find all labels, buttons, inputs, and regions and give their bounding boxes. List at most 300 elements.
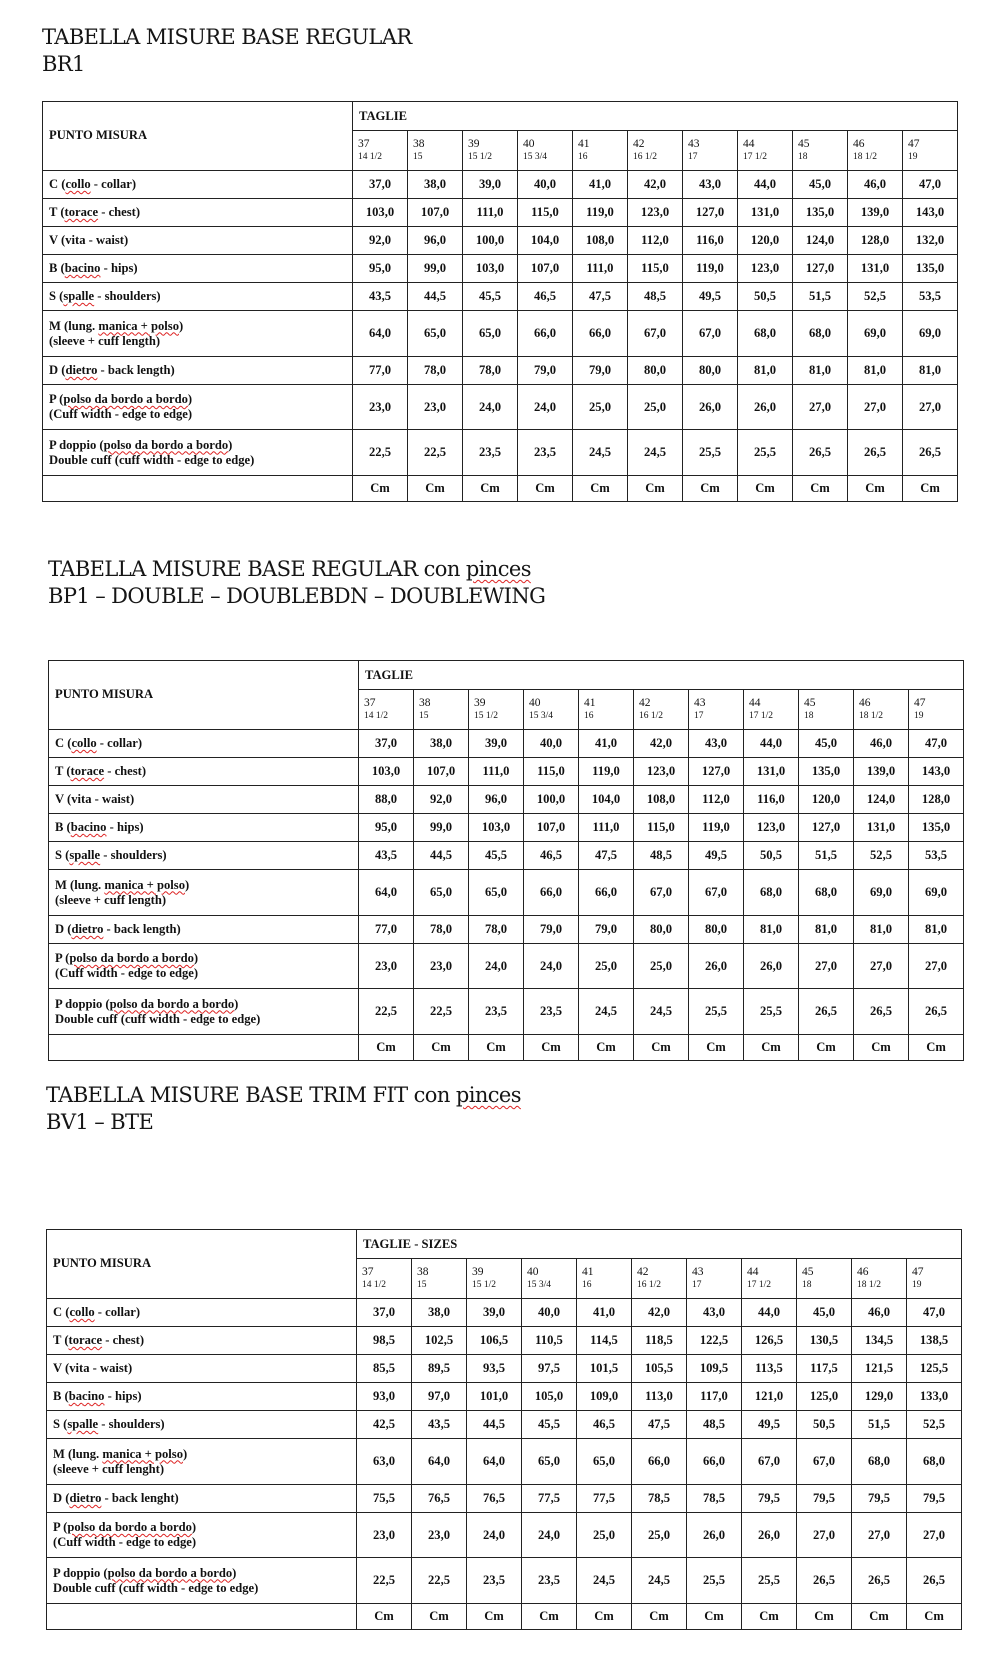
measure-point-label: [43, 357, 353, 385]
measure-point-label: [43, 227, 353, 255]
size-it: 38: [413, 137, 425, 150]
label-line1: [49, 205, 352, 220]
measure-value: 27,0: [852, 1513, 907, 1558]
label-prefix: S (: [49, 289, 64, 303]
measure-value: 127,0: [799, 814, 854, 842]
size-it: 37: [358, 137, 370, 150]
size-header-37: [359, 690, 414, 730]
measure-value: 24,5: [628, 430, 683, 476]
measure-value: 92,0: [353, 227, 408, 255]
size-header-40: [522, 1259, 577, 1299]
measure-value: 127,0: [793, 255, 848, 283]
measure-value: 44,5: [467, 1411, 522, 1439]
measurement-table: [46, 1229, 962, 1630]
size-us: 17 1/2: [749, 710, 774, 721]
measure-value: 98,5: [357, 1327, 412, 1355]
measure-value: 107,0: [414, 758, 469, 786]
measure-value: 128,0: [848, 227, 903, 255]
measure-value: 50,5: [738, 283, 793, 311]
measure-value: 80,0: [634, 916, 689, 944]
title-line1: TABELLA MISURE BASE TRIM FIT con: [46, 1083, 456, 1107]
table-row: [47, 1485, 962, 1513]
table-row: [49, 758, 964, 786]
size-us: 18: [802, 1279, 812, 1290]
measure-value: 119,0: [689, 814, 744, 842]
measure-point-label: [47, 1439, 357, 1485]
measure-value: 105,5: [632, 1355, 687, 1383]
measure-value: 49,5: [742, 1411, 797, 1439]
label-line2: Double cuff (cuff width - edge to edge): [53, 1580, 259, 1595]
section-title: [46, 1082, 521, 1140]
measure-value: 135,0: [799, 758, 854, 786]
size-header-39: [467, 1259, 522, 1299]
measure-value: 44,0: [738, 171, 793, 199]
measure-value: 124,0: [793, 227, 848, 255]
size-it: 38: [419, 696, 431, 709]
measure-value: 125,0: [797, 1383, 852, 1411]
measure-value: 79,0: [579, 916, 634, 944]
measure-value: 27,0: [909, 944, 964, 989]
measure-value: 105,0: [522, 1383, 577, 1411]
measure-value: 40,0: [518, 171, 573, 199]
unit-cell: Cm: [359, 1035, 414, 1061]
measure-value: 23,5: [463, 430, 518, 476]
size-header-46: [854, 690, 909, 730]
table-row: [49, 870, 964, 916]
measure-value: 93,0: [357, 1383, 412, 1411]
label-italian-term: dietro: [69, 1491, 102, 1505]
measure-value: 121,0: [742, 1383, 797, 1411]
label-line1: [49, 392, 352, 407]
punto-misura-header: PUNTO MISURA: [47, 1230, 357, 1299]
size-header-47: [909, 690, 964, 730]
measure-value: 27,0: [848, 385, 903, 430]
measure-value: 27,0: [793, 385, 848, 430]
measure-value: 47,5: [573, 283, 628, 311]
measure-value: 53,5: [909, 842, 964, 870]
label-suffix: - chest): [102, 1333, 145, 1347]
size-us: 16: [582, 1279, 592, 1290]
label-line2: Double cuff (cuff width - edge to edge): [49, 452, 255, 467]
size-header-43: [689, 690, 744, 730]
unit-cell: Cm: [797, 1604, 852, 1630]
size-header-44: [742, 1259, 797, 1299]
measure-value: 46,0: [852, 1299, 907, 1327]
measure-point-label: [47, 1327, 357, 1355]
measure-value: 42,5: [357, 1411, 412, 1439]
label-line1: [49, 438, 352, 453]
measure-point-label: [49, 989, 359, 1035]
measure-value: 24,0: [467, 1513, 522, 1558]
measure-value: 88,0: [359, 786, 414, 814]
size-it: 41: [578, 137, 590, 150]
measure-value: 45,0: [797, 1299, 852, 1327]
measure-value: 65,0: [469, 870, 524, 916]
label-prefix: S (: [53, 1417, 68, 1431]
label-italian-term: polso da bordo a bordo: [107, 1565, 233, 1580]
measure-value: 124,0: [854, 786, 909, 814]
measure-value: 25,0: [632, 1513, 687, 1558]
unit-row: [49, 1035, 964, 1061]
measure-value: 79,5: [907, 1485, 962, 1513]
measure-value: 41,0: [577, 1299, 632, 1327]
measure-value: 38,0: [408, 171, 463, 199]
label-prefix: D (: [53, 1491, 70, 1505]
size-header-44: [744, 690, 799, 730]
label-prefix: C (: [49, 177, 66, 191]
measure-value: 143,0: [903, 199, 958, 227]
measure-value: 103,0: [469, 814, 524, 842]
label-italian-term: dietro: [71, 922, 104, 936]
measure-value: 134,5: [852, 1327, 907, 1355]
measure-value: 49,5: [683, 283, 738, 311]
measure-value: 68,0: [744, 870, 799, 916]
label-line2: (Cuff width - edge to edge): [55, 966, 199, 980]
measure-value: 26,0: [742, 1513, 797, 1558]
title-line1: TABELLA MISURE BASE REGULAR con: [48, 557, 466, 581]
measure-value: 45,5: [522, 1411, 577, 1439]
table-row: [43, 357, 958, 385]
measure-point-label: [49, 944, 359, 989]
measure-value: 81,0: [738, 357, 793, 385]
measure-value: 25,5: [687, 1558, 742, 1604]
measure-value: 131,0: [744, 758, 799, 786]
measure-value: 39,0: [469, 730, 524, 758]
size-us: 15: [417, 1279, 427, 1290]
measure-value: 123,0: [738, 255, 793, 283]
unit-cell: Cm: [683, 476, 738, 502]
measure-value: 112,0: [628, 227, 683, 255]
measure-value: 44,0: [742, 1299, 797, 1327]
empty-cell: [43, 476, 353, 502]
size-it: 47: [912, 1265, 924, 1278]
measure-value: 48,5: [628, 283, 683, 311]
measure-point-label: [47, 1513, 357, 1558]
size-it: 43: [694, 696, 706, 709]
size-header-41: [579, 690, 634, 730]
table-row: [43, 430, 958, 476]
measure-value: 64,0: [359, 870, 414, 916]
label-suffix: - hips): [100, 261, 138, 275]
measure-value: 125,5: [907, 1355, 962, 1383]
measure-value: 23,5: [522, 1558, 577, 1604]
measure-value: 126,5: [742, 1327, 797, 1355]
label-suffix: - back length): [97, 363, 175, 377]
table-row: [47, 1439, 962, 1485]
size-us: 14 1/2: [358, 151, 383, 162]
measure-value: 107,0: [518, 255, 573, 283]
size-us: 17: [688, 151, 698, 162]
measure-value: 23,0: [412, 1513, 467, 1558]
measure-value: 66,0: [579, 870, 634, 916]
punto-misura-header: PUNTO MISURA: [43, 102, 353, 171]
label-suffix: - back length): [103, 922, 181, 936]
measure-value: 45,0: [799, 730, 854, 758]
size-us: 19: [914, 710, 924, 721]
measure-value: 65,0: [408, 311, 463, 357]
size-it: 42: [633, 137, 645, 150]
size-it: 46: [859, 696, 871, 709]
size-us: 19: [912, 1279, 922, 1290]
label-prefix: V (vita - waist): [49, 233, 129, 247]
measure-value: 25,5: [744, 989, 799, 1035]
measure-value: 95,0: [359, 814, 414, 842]
size-us: 14 1/2: [362, 1279, 387, 1290]
measure-value: 76,5: [467, 1485, 522, 1513]
label-suffix: - collar): [90, 177, 137, 191]
label-prefix: P doppio (: [53, 1565, 108, 1580]
size-header-37: [353, 131, 408, 171]
size-us: 16: [578, 151, 588, 162]
size-it: 43: [688, 137, 700, 150]
measure-point-label: [43, 171, 353, 199]
size-it: 39: [468, 137, 480, 150]
table-row: [49, 786, 964, 814]
measure-value: 77,0: [359, 916, 414, 944]
size-it: 42: [639, 696, 651, 709]
measure-value: 135,0: [909, 814, 964, 842]
measure-value: 26,5: [848, 430, 903, 476]
measure-value: 120,0: [738, 227, 793, 255]
measure-value: 79,5: [797, 1485, 852, 1513]
measure-value: 23,5: [467, 1558, 522, 1604]
label-prefix: P doppio (: [49, 437, 104, 452]
measure-value: 107,0: [408, 199, 463, 227]
measure-value: 48,5: [634, 842, 689, 870]
size-header-44: [738, 131, 793, 171]
measure-value: 135,0: [793, 199, 848, 227]
unit-row: [43, 476, 958, 502]
unit-cell: Cm: [573, 476, 628, 502]
size-us: 15 1/2: [474, 710, 499, 721]
measure-point-label: [47, 1558, 357, 1604]
size-it: 46: [853, 137, 865, 150]
measure-value: 93,5: [467, 1355, 522, 1383]
unit-cell: Cm: [852, 1604, 907, 1630]
measure-value: 81,0: [793, 357, 848, 385]
label-italian-term: torace: [64, 205, 99, 219]
measure-value: 81,0: [903, 357, 958, 385]
label-suffix: - shoulders): [94, 289, 161, 303]
size-us: 15 3/4: [523, 151, 548, 162]
measure-value: 38,0: [412, 1299, 467, 1327]
label-italian-term: manica + polso: [98, 318, 179, 333]
size-header-42: [628, 131, 683, 171]
unit-cell: Cm: [467, 1604, 522, 1630]
measure-value: 25,5: [738, 430, 793, 476]
section-title: [42, 24, 412, 82]
label-line1: [49, 363, 352, 378]
unit-cell: Cm: [518, 476, 573, 502]
measure-value: 46,5: [524, 842, 579, 870]
size-header-40: [518, 131, 573, 171]
size-us: 15: [413, 151, 423, 162]
measure-value: 66,0: [632, 1439, 687, 1485]
measure-value: 27,0: [854, 944, 909, 989]
measure-value: 79,5: [742, 1485, 797, 1513]
measure-value: 51,5: [852, 1411, 907, 1439]
measure-value: 23,5: [524, 989, 579, 1035]
size-it: 45: [798, 137, 810, 150]
measure-value: 43,5: [353, 283, 408, 311]
measure-value: 117,0: [687, 1383, 742, 1411]
measure-value: 23,0: [414, 944, 469, 989]
table-row: [47, 1355, 962, 1383]
measure-value: 110,5: [522, 1327, 577, 1355]
measure-value: 26,0: [687, 1513, 742, 1558]
measure-value: 49,5: [689, 842, 744, 870]
label-prefix: T (: [55, 764, 71, 778]
measure-value: 96,0: [469, 786, 524, 814]
measure-value: 22,5: [353, 430, 408, 476]
table-row: [49, 944, 964, 989]
measure-value: 41,0: [579, 730, 634, 758]
label-line2: (sleeve + cuff length): [49, 333, 161, 348]
measure-value: 129,0: [852, 1383, 907, 1411]
label-italian-term: collo: [69, 1305, 95, 1319]
measure-value: 24,5: [579, 989, 634, 1035]
measure-value: 25,5: [742, 1558, 797, 1604]
unit-cell: Cm: [742, 1604, 797, 1630]
measure-value: 77,5: [577, 1485, 632, 1513]
measure-value: 112,0: [689, 786, 744, 814]
table-row: [43, 199, 958, 227]
measure-value: 44,5: [408, 283, 463, 311]
measure-value: 45,5: [463, 283, 518, 311]
unit-cell: Cm: [854, 1035, 909, 1061]
label-italian-term: dietro: [65, 363, 98, 377]
label-line1: [55, 792, 358, 807]
measure-value: 47,5: [579, 842, 634, 870]
taglie-header: TAGLIE: [353, 102, 958, 131]
measure-value: 81,0: [744, 916, 799, 944]
measure-value: 40,0: [524, 730, 579, 758]
size-it: 40: [527, 1265, 539, 1278]
label-prefix: T (: [49, 205, 65, 219]
label-prefix: V (vita - waist): [53, 1361, 133, 1375]
label-prefix: M (lung.: [49, 318, 99, 333]
measure-value: 42,0: [628, 171, 683, 199]
measure-point-label: [47, 1411, 357, 1439]
measure-value: 43,0: [683, 171, 738, 199]
measure-value: 79,0: [573, 357, 628, 385]
measure-value: 52,5: [848, 283, 903, 311]
measure-value: 111,0: [573, 255, 628, 283]
measure-value: 66,0: [687, 1439, 742, 1485]
measure-value: 131,0: [738, 199, 793, 227]
measure-value: 80,0: [628, 357, 683, 385]
measure-value: 103,0: [353, 199, 408, 227]
measure-value: 117,5: [797, 1355, 852, 1383]
size-header-46: [848, 131, 903, 171]
size-header-38: [414, 690, 469, 730]
label-line1: [49, 177, 352, 192]
measure-value: 101,0: [467, 1383, 522, 1411]
size-us: 17 1/2: [747, 1279, 772, 1290]
label-suffix: ): [193, 951, 199, 965]
measure-value: 25,0: [577, 1513, 632, 1558]
measure-value: 81,0: [848, 357, 903, 385]
size-it: 44: [747, 1265, 759, 1278]
measure-value: 39,0: [463, 171, 518, 199]
size-us: 17 1/2: [743, 151, 768, 162]
measure-value: 26,0: [683, 385, 738, 430]
unit-cell: Cm: [408, 476, 463, 502]
measure-value: 97,5: [522, 1355, 577, 1383]
measure-value: 121,5: [852, 1355, 907, 1383]
measure-value: 78,0: [408, 357, 463, 385]
label-prefix: S (: [55, 848, 70, 862]
measure-value: 43,5: [412, 1411, 467, 1439]
measure-value: 69,0: [903, 311, 958, 357]
measurement-table: [48, 660, 964, 1061]
measure-value: 69,0: [909, 870, 964, 916]
label-prefix: B (: [55, 820, 71, 834]
size-us: 15: [419, 710, 429, 721]
size-header-47: [903, 131, 958, 171]
measure-value: 52,5: [907, 1411, 962, 1439]
measure-value: 47,0: [909, 730, 964, 758]
measure-value: 143,0: [909, 758, 964, 786]
table-row: [43, 283, 958, 311]
label-suffix: - collar): [96, 736, 143, 750]
measure-value: 104,0: [579, 786, 634, 814]
header-row-taglie: [47, 1230, 962, 1259]
label-prefix: C (: [55, 736, 72, 750]
title-line1: TABELLA MISURE BASE REGULAR: [42, 25, 412, 49]
measure-value: 67,0: [628, 311, 683, 357]
measure-value: 26,5: [852, 1558, 907, 1604]
label-line1: [53, 1361, 356, 1376]
label-suffix: - chest): [98, 205, 141, 219]
measure-value: 81,0: [854, 916, 909, 944]
label-line1: [53, 1333, 356, 1348]
label-line1: [55, 848, 358, 863]
measure-value: 64,0: [467, 1439, 522, 1485]
measure-value: 67,0: [742, 1439, 797, 1485]
measure-value: 26,5: [903, 430, 958, 476]
measure-value: 22,5: [359, 989, 414, 1035]
measure-value: 68,0: [793, 311, 848, 357]
measure-value: 43,0: [687, 1299, 742, 1327]
measure-value: 68,0: [907, 1439, 962, 1485]
measure-value: 79,0: [518, 357, 573, 385]
label-prefix: P (: [53, 1520, 68, 1534]
measure-value: 97,0: [412, 1383, 467, 1411]
measure-value: 104,0: [518, 227, 573, 255]
measure-value: 27,0: [799, 944, 854, 989]
label-line1: [53, 1447, 356, 1462]
size-it: 47: [908, 137, 920, 150]
measure-value: 26,5: [797, 1558, 852, 1604]
size-it: 37: [362, 1265, 374, 1278]
label-italian-term: torace: [70, 764, 105, 778]
punto-misura-header: PUNTO MISURA: [49, 661, 359, 730]
measure-value: 68,0: [799, 870, 854, 916]
table-row: [47, 1513, 962, 1558]
measure-value: 64,0: [412, 1439, 467, 1485]
measure-value: 51,5: [799, 842, 854, 870]
table-row: [49, 842, 964, 870]
measurement-table: [42, 101, 958, 502]
measure-value: 81,0: [799, 916, 854, 944]
unit-cell: Cm: [799, 1035, 854, 1061]
unit-cell: Cm: [463, 476, 518, 502]
measure-value: 102,5: [412, 1327, 467, 1355]
table-row: [47, 1327, 962, 1355]
measure-value: 67,0: [797, 1439, 852, 1485]
label-italian-term: collo: [65, 177, 91, 191]
